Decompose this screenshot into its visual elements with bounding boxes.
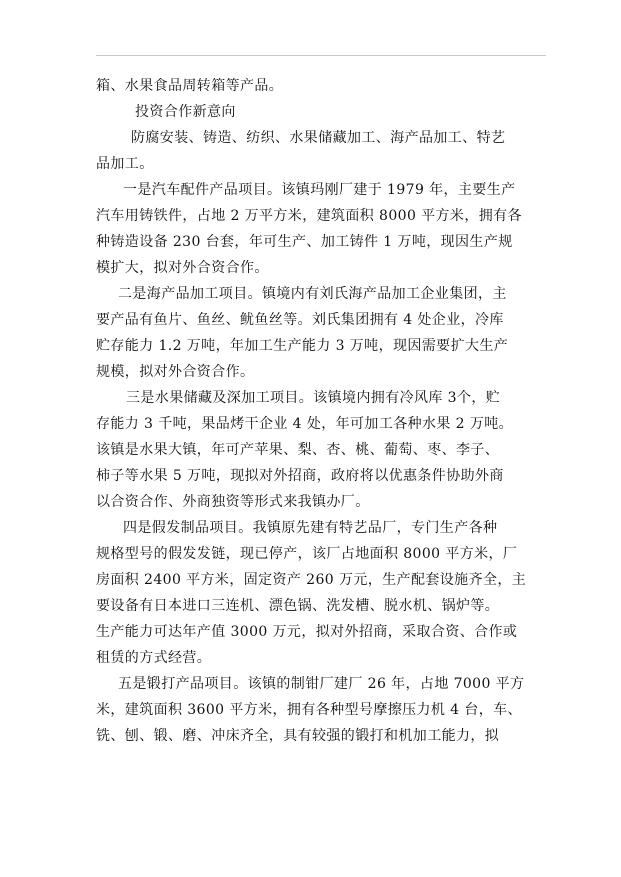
text-line: 规模，拟对外合资合作。 <box>96 364 255 380</box>
text-line: 一是汽车配件产品项目。该镇玛刚厂建于 1979 年，主要生产 <box>123 182 516 198</box>
text-line: 贮存能力 1.2 万吨，年加工生产能力 3 万吨，现因需要扩大生产 <box>96 338 509 354</box>
section-heading: 投资合作新意向 <box>135 104 236 120</box>
header-divider <box>96 55 546 56</box>
text-line: 租赁的方式经营。 <box>96 650 212 666</box>
text-line: 该镇是水果大镇，年可产苹果、梨、杏、桃、葡萄、枣、李子、 <box>96 442 500 458</box>
text-line: 种铸造设备 230 台套，年可生产、加工铸件 1 万吨，现因生产规 <box>96 234 513 250</box>
text-line: 品加工。 <box>96 156 154 172</box>
text-line: 规格型号的假发发链，现已停产，该厂占地面积 8000 平方米，厂 <box>96 546 518 562</box>
text-line: 存能力 3 千吨，果品烤干企业 4 处，年可加工各种水果 2 万吨。 <box>96 416 514 432</box>
text-line: 铣、刨、锻、磨、冲床齐全，具有较强的锻打和机加工能力，拟 <box>96 728 500 744</box>
text-line: 米，建筑面积 3600 平方米，拥有各种型号摩擦压力机 4 台，车、 <box>96 702 522 718</box>
text-line: 三是水果储藏及深加工项目。该镇境内拥有冷风库 3个，贮 <box>126 390 501 406</box>
text-line: 防腐安装、铸造、纺织、水果储藏加工、海产品加工、特艺 <box>131 130 506 146</box>
text-line: 房面积 2400 平方米，固定资产 260 万元，生产配套设施齐全，主 <box>96 572 527 588</box>
text-line: 模扩大，拟对外合资合作。 <box>96 260 269 276</box>
text-line: 箱、水果食品周转箱等产品。 <box>96 78 284 94</box>
text-line: 五是锻打产品项目。该镇的制钳厂建厂 26 年，占地 7000 平方 <box>118 676 525 692</box>
text-line: 柿子等水果 5 万吨，现拟对外招商，政府将以优惠条件协助外商 <box>96 468 504 484</box>
text-line: 生产能力可达年产值 3000 万元，拟对外招商，采取合资、合作或 <box>96 624 518 640</box>
text-line: 以合资合作、外商独资等形式来我镇办厂。 <box>96 494 370 510</box>
text-line: 要产品有鱼片、鱼丝、鱿鱼丝等。刘氏集团拥有 4 处企业，冷库 <box>96 312 504 328</box>
text-line: 二是海产品加工项目。镇境内有刘氏海产品加工企业集团，主 <box>118 286 507 302</box>
text-line: 要设备有日本进口三连机、漂色锅、洗发槽、脱水机、锅炉等。 <box>96 598 500 614</box>
text-line: 汽车用铸铁件，占地 2 万平方米，建筑面积 8000 平方米，拥有各 <box>96 208 522 224</box>
text-line: 四是假发制品项目。我镇原先建有特艺品厂，专门生产各种 <box>123 520 498 536</box>
